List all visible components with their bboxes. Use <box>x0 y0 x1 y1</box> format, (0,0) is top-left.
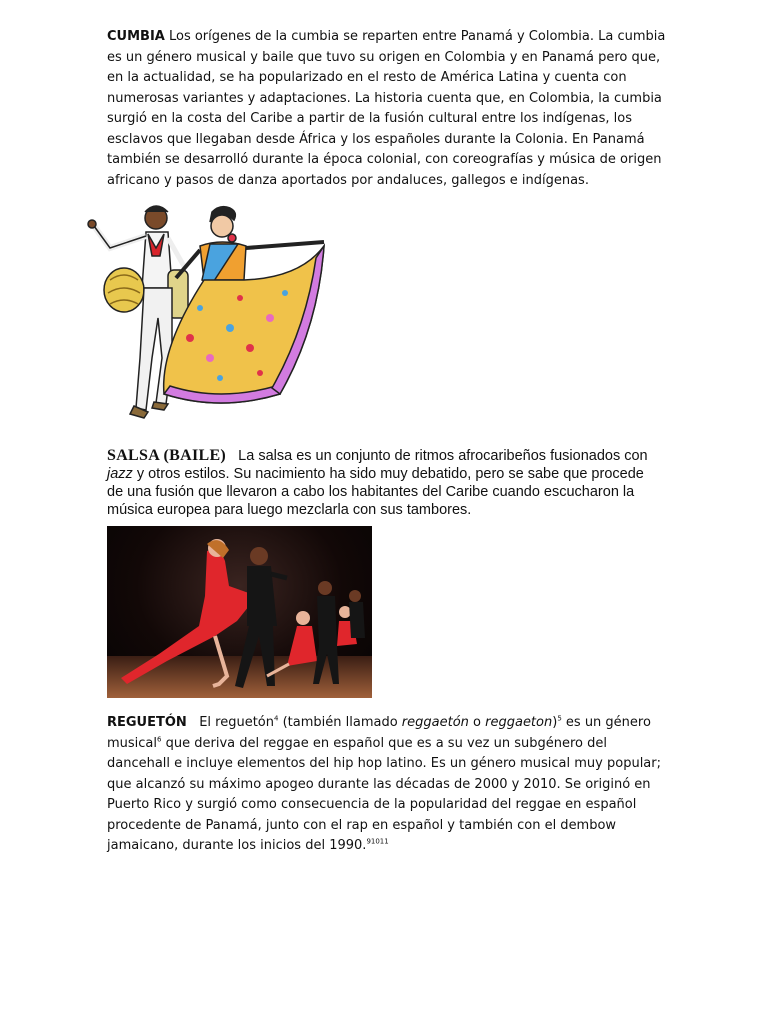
reggaeton-paragraph <box>107 713 667 857</box>
salsa-text-part-1: La salsa es un conjunto de ritmos afrocaribeños fusionados con <box>238 448 648 464</box>
reggaeton-text-1: El reguetón <box>199 715 274 730</box>
salsa-photo-figures <box>107 526 372 698</box>
footnote-ref-9-10-11[interactable]: 91011 <box>366 837 389 846</box>
cumbia-heading: CUMBIA <box>107 29 165 44</box>
salsa-paragraph <box>107 447 663 519</box>
salsa-heading: SALSA (BAILE) <box>107 447 227 464</box>
salsa-text-jazz: jazz <box>107 466 133 482</box>
reggaeton-text-3: o <box>468 715 486 730</box>
cumbia-dancers-illustration <box>80 198 328 422</box>
cumbia-text: Los orígenes de la cumbia se reparten entre Panamá y Colombia. La cumbia es un género musical y baile que tuvo su origen en Colombia y en Panamá pero que, en la actualidad, se ha popularizado en el resto de América Latina y cuenta con numerosas variantes y adaptaciones. La historia cuenta que, en Colombia, la cumbia surgió en la costa del Caribe a partir de la fusión cultural entre los indígenas, los esclavos que llegaban desde África y los españoles durante la Colonia. En Panamá también se desarrolló durante la época colonial, con coreografías y música de origen africano y pasos de danza aportados por andaluces, gallegos e indígenas. <box>107 29 666 188</box>
salsa-text-part-2: y otros estilos. Su nacimiento ha sido muy debatido, pero se sabe que procede de una fusión que llevaron a cabo los habitantes del Caribe cuando escucharon la música europea para luego mezclarla con sus tambores. <box>107 466 644 518</box>
footnote-ref-5[interactable]: 5 <box>557 714 562 723</box>
reggaeton-text-6: que deriva del reggae en español que es a su vez un subgénero del dancehall e incluye elementos del hip hop latino. Es un género musical muy popular; que alcanzó su máximo apogeo durante las décadas de 2000 y 2010. Se originó en Puerto Rico y surgió como consecuencia de la popularidad del reggae en español procedente de Panamá, junto con el rap en español y también con el dembow jamaicano, durante los inicios del 1990. <box>107 735 661 853</box>
footnote-ref-6[interactable]: 6 <box>157 735 162 744</box>
reggaeton-text-5: es un género musical <box>107 715 651 751</box>
cumbia-paragraph <box>107 27 667 191</box>
reggaeton-alt-name-1: reggaetón <box>401 715 469 730</box>
reggaeton-text-4: ) <box>552 715 558 730</box>
reggaeton-text-2: (también llamado <box>278 715 402 730</box>
footnote-ref-4[interactable]: 4 <box>274 714 279 723</box>
reggaeton-heading: REGUETÓN <box>107 715 187 730</box>
reggaeton-alt-name-2: reggaeton <box>485 715 553 730</box>
salsa-dancers-photo <box>107 526 372 698</box>
